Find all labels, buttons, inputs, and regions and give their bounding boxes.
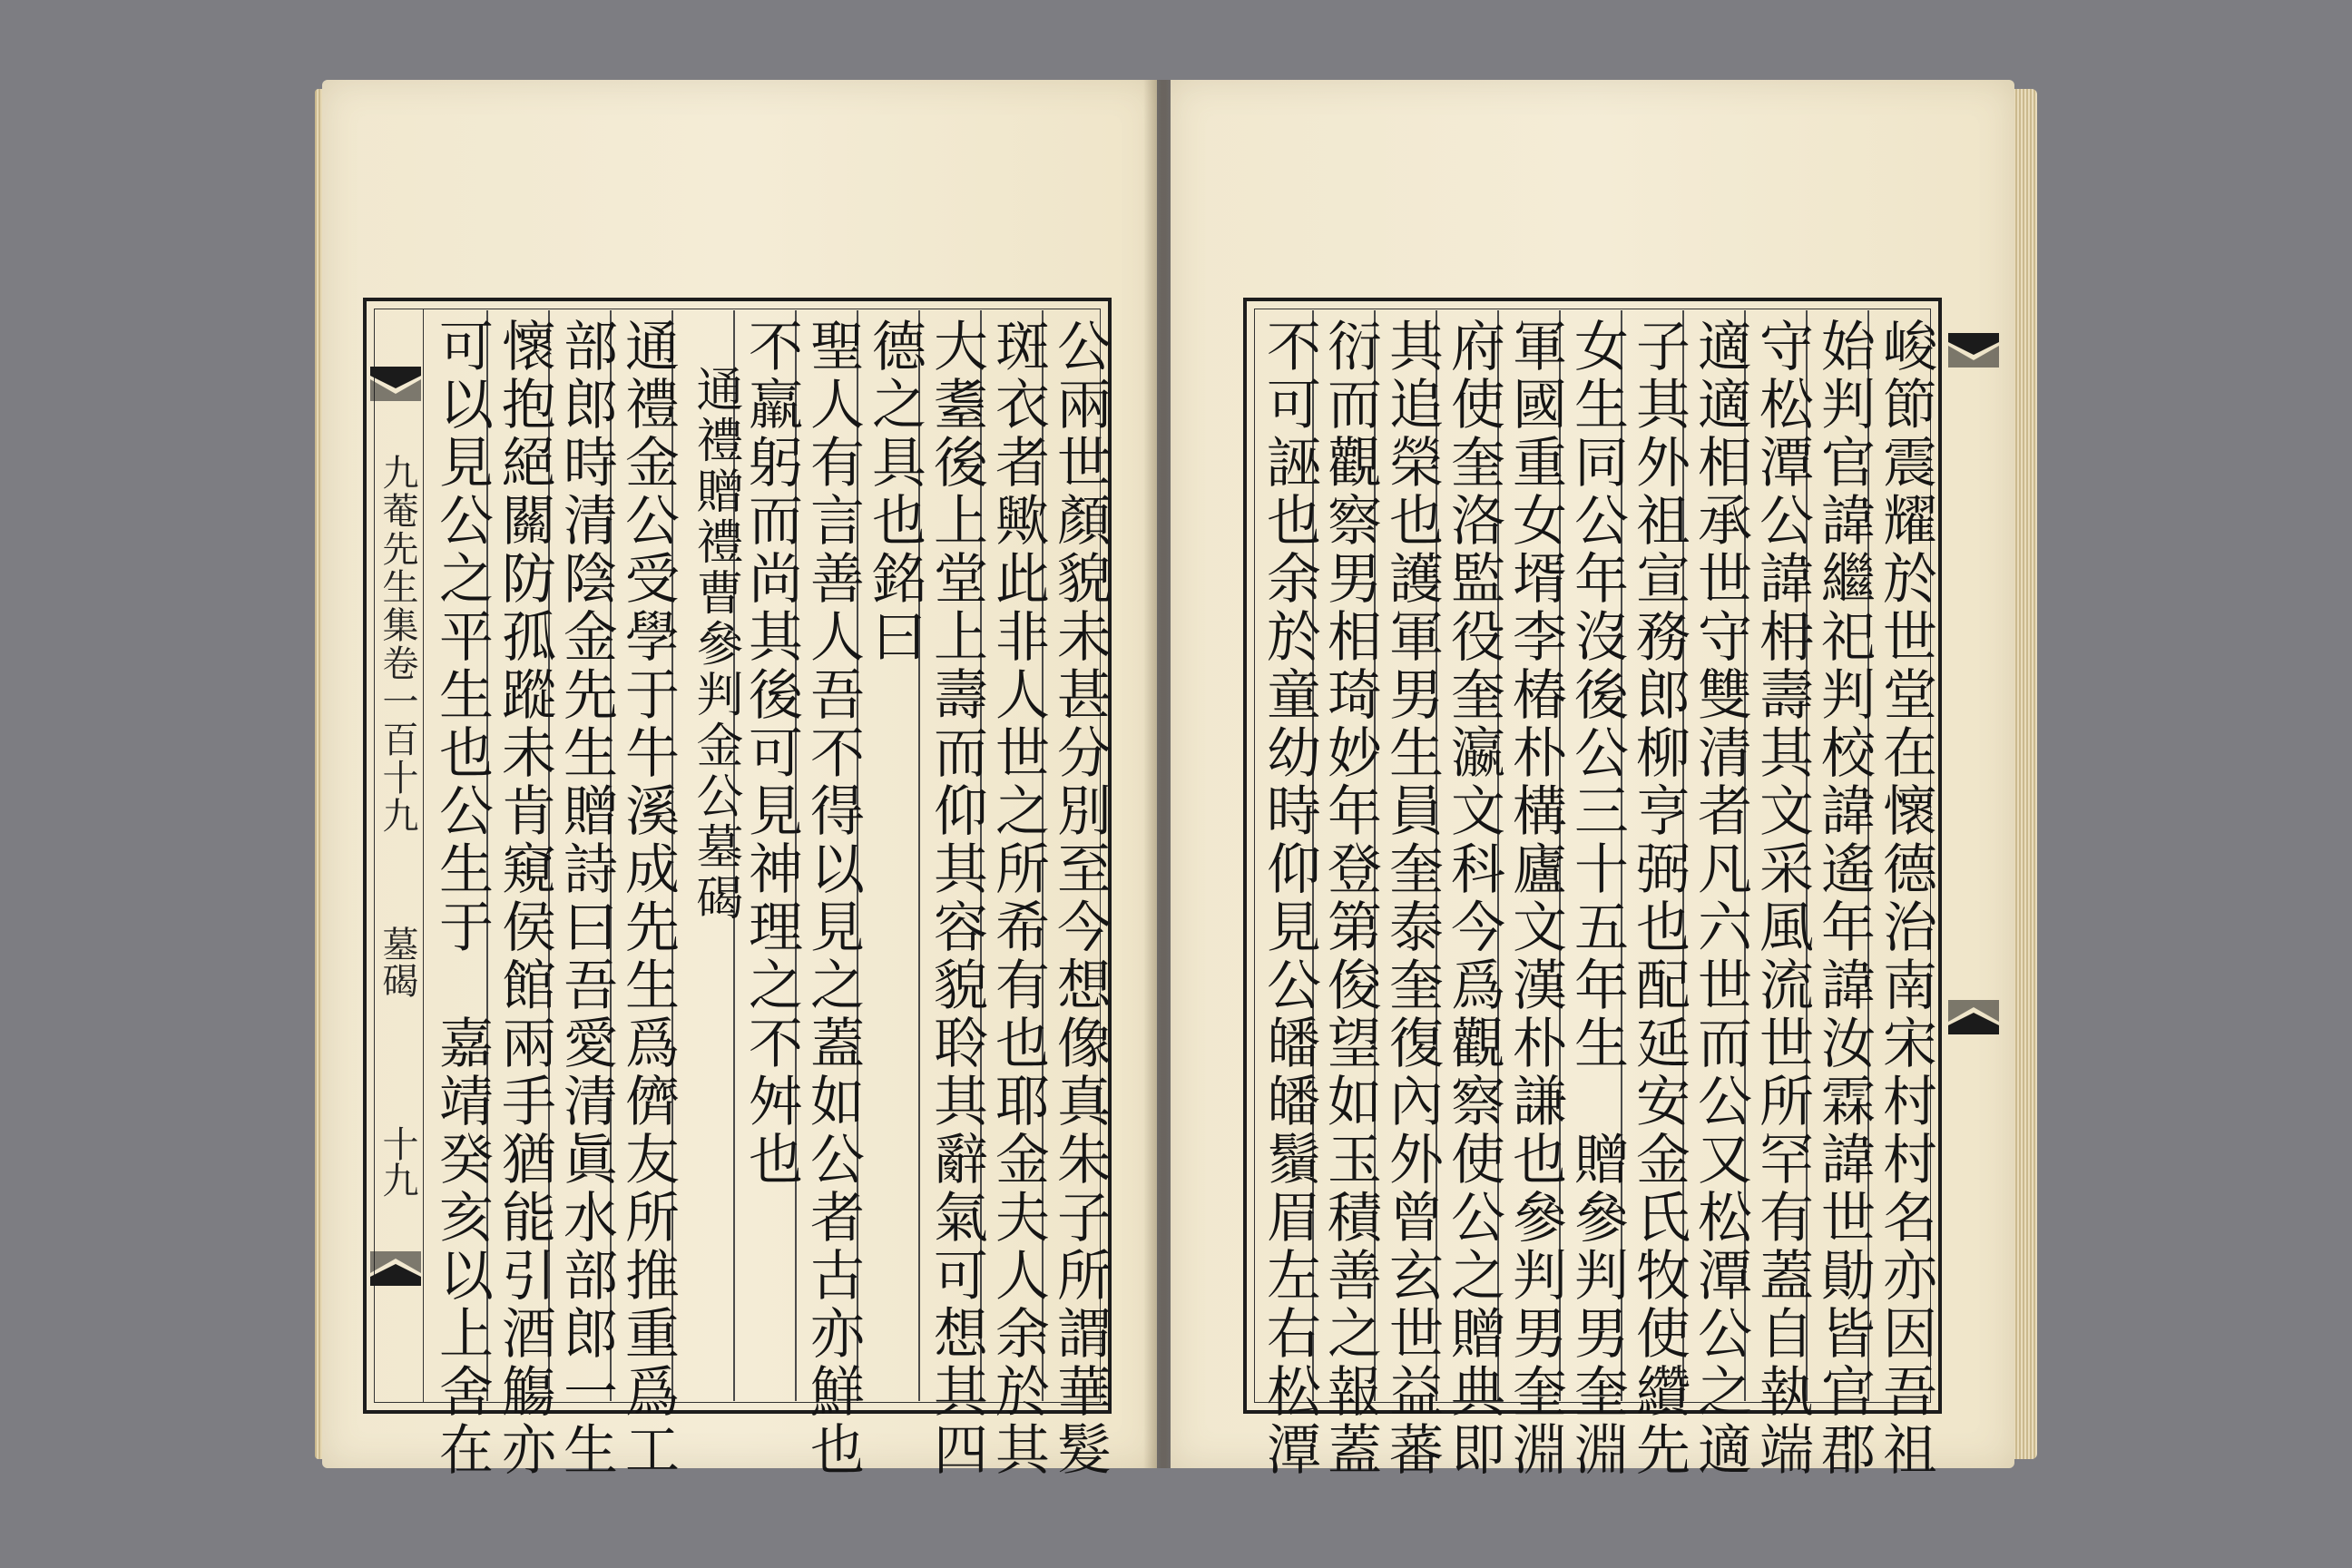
epitaph-heading: 通禮贈禮曹參判金公墓碣	[688, 365, 742, 924]
text-column: 不羸躬而尚其後可見神理之不舛也	[740, 318, 803, 1189]
text-column: 不可誣也余於童幼時仰見公皤皤鬚眉左右松潭	[1258, 318, 1321, 1479]
text-column: 部郎時清陰金先生贈詩曰吾愛清眞水部郎一生	[554, 318, 618, 1479]
text-column: 懷抱絕關防孤蹤未肯窺侯館兩手猶能引酒觴亦	[493, 318, 556, 1479]
fishtail-bottom-icon	[368, 1248, 423, 1289]
text-column: 大耋後上堂上壽而仰其容貌聆其辭氣可想其四	[925, 318, 988, 1479]
open-book	[322, 80, 2033, 1479]
text-column: 守松潭公諱枏壽其文采風流世所罕有蓋自執端	[1750, 318, 1814, 1479]
text-column: 斑衣者歟此非人世之所希有也耶金夫人余於其	[986, 318, 1050, 1479]
text-column: 聖人有言善人吾不得以見之蓋如公者古亦鮮也	[801, 318, 865, 1479]
fishtail-top-icon	[368, 363, 423, 405]
text-column: 子其外祖宣務郎柳亨弼也配延安金氏牧使纘先	[1627, 318, 1690, 1479]
text-column: 通禮金公受學于牛溪成先生爲儕友所推重爲工	[616, 318, 680, 1479]
fishtail-right-bottom-icon	[1946, 996, 2001, 1038]
right-text-block	[1243, 298, 1942, 1479]
text-column: 府使奎洛監役奎瀛文科今爲觀察使公之贈典即	[1442, 318, 1505, 1479]
text-column: 德之具也銘曰	[863, 318, 926, 666]
text-column: 公兩世顏貌未甚分別至今想像真朱子所謂華髮	[1048, 318, 1112, 1479]
left-page	[322, 80, 1157, 1479]
text-column: 衍而觀察男相琦妙年登第俊望如玉積善之報蓋	[1318, 318, 1382, 1479]
center-strip	[367, 309, 424, 1403]
collection-title: 九菴先生集卷一百十九	[377, 454, 418, 835]
fishtail-right-top-icon	[1946, 329, 2001, 371]
left-text-block	[363, 298, 1112, 1479]
text-column: 適適相承世守雙清者凡六世而公又松潭公之適	[1689, 318, 1752, 1479]
text-column: 女生同公年沒後公三十五年生 贈參判男奎淵	[1565, 318, 1629, 1479]
text-column: 可以見公之平生也公生于 嘉靖癸亥以上舍在	[430, 318, 494, 1479]
section-name: 墓碣	[377, 926, 418, 998]
text-column: 峻節震耀於世堂在懷德治南宋村村名亦因吾祖	[1874, 318, 1937, 1479]
right-page	[1171, 80, 2014, 1479]
page-number: 十九	[377, 1125, 418, 1198]
text-column: 軍國重女壻李椿朴構廬文漢朴謙也參判男奎淵	[1504, 318, 1567, 1479]
text-column: 其追榮也護軍男生員奎泰奎復內外曾玄世益蕃	[1380, 318, 1444, 1479]
text-column: 始判官諱繼祀判校諱遙年諱汝霖諱世勛皆官郡	[1812, 318, 1876, 1479]
